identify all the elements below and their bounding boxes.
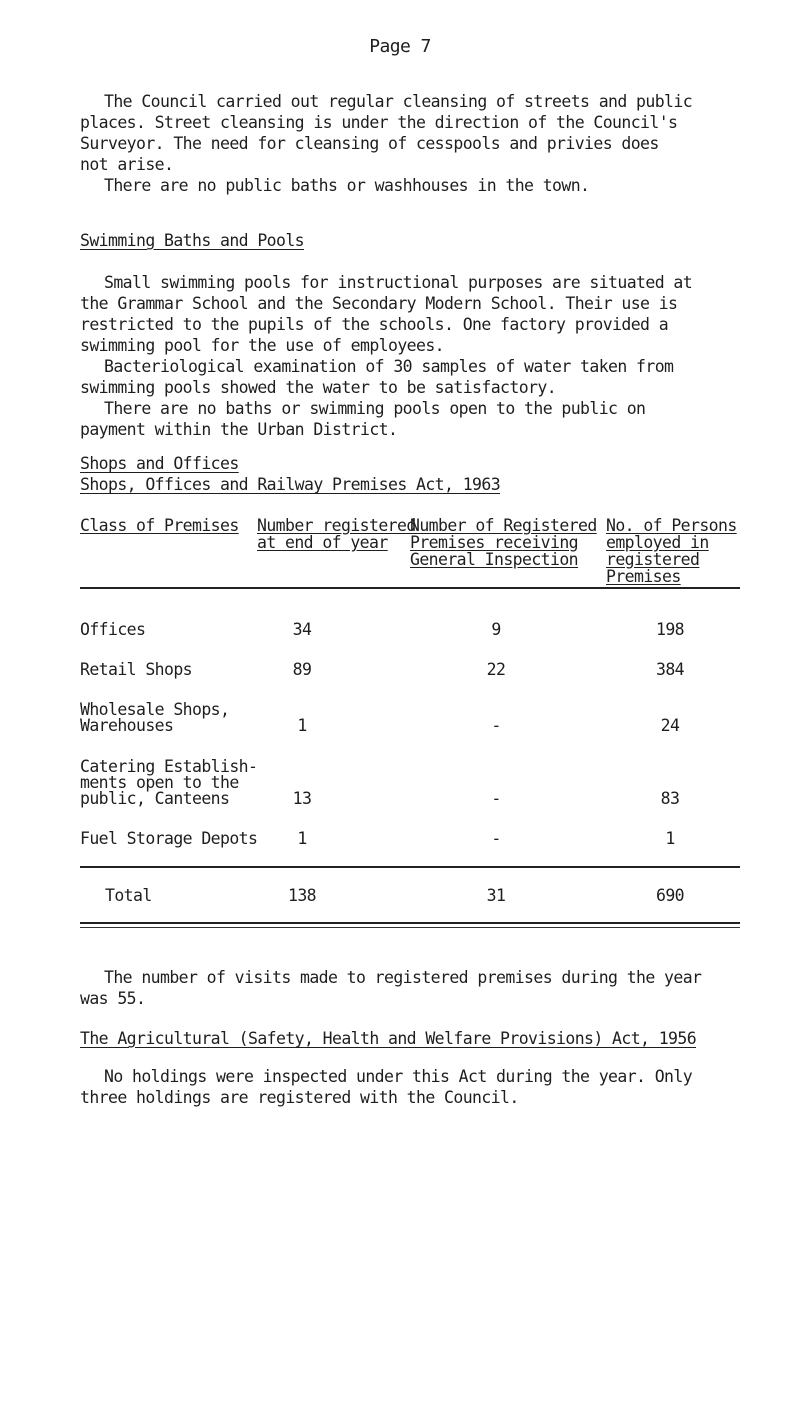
- paragraph-line: swimming pool for the use of employees.: [80, 336, 445, 355]
- agricultural-paragraph: [80, 1066, 740, 1108]
- column-header-inspected: Number of Registered Premises receiving General Inspection: [410, 516, 597, 569]
- total-employed: 690: [655, 886, 684, 905]
- cell-registered: 1: [297, 716, 307, 735]
- paragraph-line: The Council carried out regular cleansing of streets and public: [104, 92, 693, 111]
- paragraph-line: Bacteriological examination of 30 samples of water taken from: [104, 357, 674, 376]
- swimming-paragraph: [80, 272, 740, 440]
- total-registered: 138: [287, 886, 316, 905]
- cell-inspected: -: [491, 716, 501, 735]
- agricultural-heading: The Agricultural (Safety, Health and Welfare Provisions) Act, 1956: [80, 1029, 697, 1048]
- total-top-rule: [80, 866, 740, 868]
- cell-inspected: 22: [486, 660, 506, 679]
- row-label-wholesale: Wholesale Shops, Warehouses: [80, 700, 230, 735]
- cell-registered: 13: [292, 789, 312, 808]
- cleansing-paragraph: [80, 91, 740, 196]
- paragraph-line: There are no baths or swimming pools open to the public on: [104, 399, 646, 418]
- paragraph-line: places. Street cleansing is under the direction of the Council's: [80, 113, 678, 132]
- header-rule: [80, 587, 740, 589]
- total-label: Total: [105, 886, 152, 905]
- cell-employed: 198: [655, 620, 684, 639]
- total-inspected: 31: [486, 886, 506, 905]
- paragraph-line: payment within the Urban District.: [80, 420, 398, 439]
- row-label-catering: Catering Establish- ments open to the public, Canteens: [80, 757, 258, 808]
- shops-heading: Shops and Offices: [80, 454, 239, 473]
- table-bottom-rule-double: [80, 927, 740, 928]
- cell-employed: 83: [660, 789, 680, 808]
- column-header-registered: Number registered at end of year: [257, 516, 416, 552]
- paragraph-line: swimming pools showed the water to be satisfactory.: [80, 378, 557, 397]
- visits-paragraph: [80, 967, 740, 1009]
- paragraph-line: No holdings were inspected under this Act during the year. Only: [104, 1067, 693, 1086]
- row-label-retail-shops: Retail Shops: [80, 660, 193, 679]
- cell-inspected: 9: [491, 620, 501, 639]
- paragraph-line: The number of visits made to registered premises during the year: [104, 968, 702, 987]
- table-bottom-rule: [80, 922, 740, 924]
- cell-employed: 1: [665, 829, 675, 848]
- paragraph-line: restricted to the pupils of the schools. One factory provided a: [80, 315, 669, 334]
- row-label-offices: Offices: [80, 620, 146, 639]
- cell-employed: 384: [655, 660, 684, 679]
- cell-registered: 34: [292, 620, 312, 639]
- cell-employed: 24: [660, 716, 680, 735]
- shops-act-heading: Shops, Offices and Railway Premises Act, 1963: [80, 475, 501, 494]
- column-header-class: Class of Premises: [80, 516, 239, 535]
- cell-registered: 89: [292, 660, 312, 679]
- swimming-heading: Swimming Baths and Pools: [80, 231, 305, 250]
- cell-registered: 1: [297, 829, 307, 848]
- paragraph-line: Small swimming pools for instructional purposes are situated at: [104, 273, 693, 292]
- paragraph-line: Surveyor. The need for cleansing of cesspools and privies does: [80, 134, 659, 153]
- paragraph-line: There are no public baths or washhouses in the town.: [104, 176, 590, 195]
- paragraph-line: was 55.: [80, 989, 146, 1008]
- cell-inspected: -: [491, 829, 501, 848]
- column-header-employed: No. of Persons employed in registered Premises: [606, 516, 737, 586]
- cell-inspected: -: [491, 789, 501, 808]
- paragraph-line: the Grammar School and the Secondary Modern School. Their use is: [80, 294, 678, 313]
- row-label-fuel-storage: Fuel Storage Depots: [80, 829, 258, 848]
- paragraph-line: not arise.: [80, 155, 174, 174]
- page-number: Page 7: [369, 36, 431, 57]
- paragraph-line: three holdings are registered with the Council.: [80, 1088, 519, 1107]
